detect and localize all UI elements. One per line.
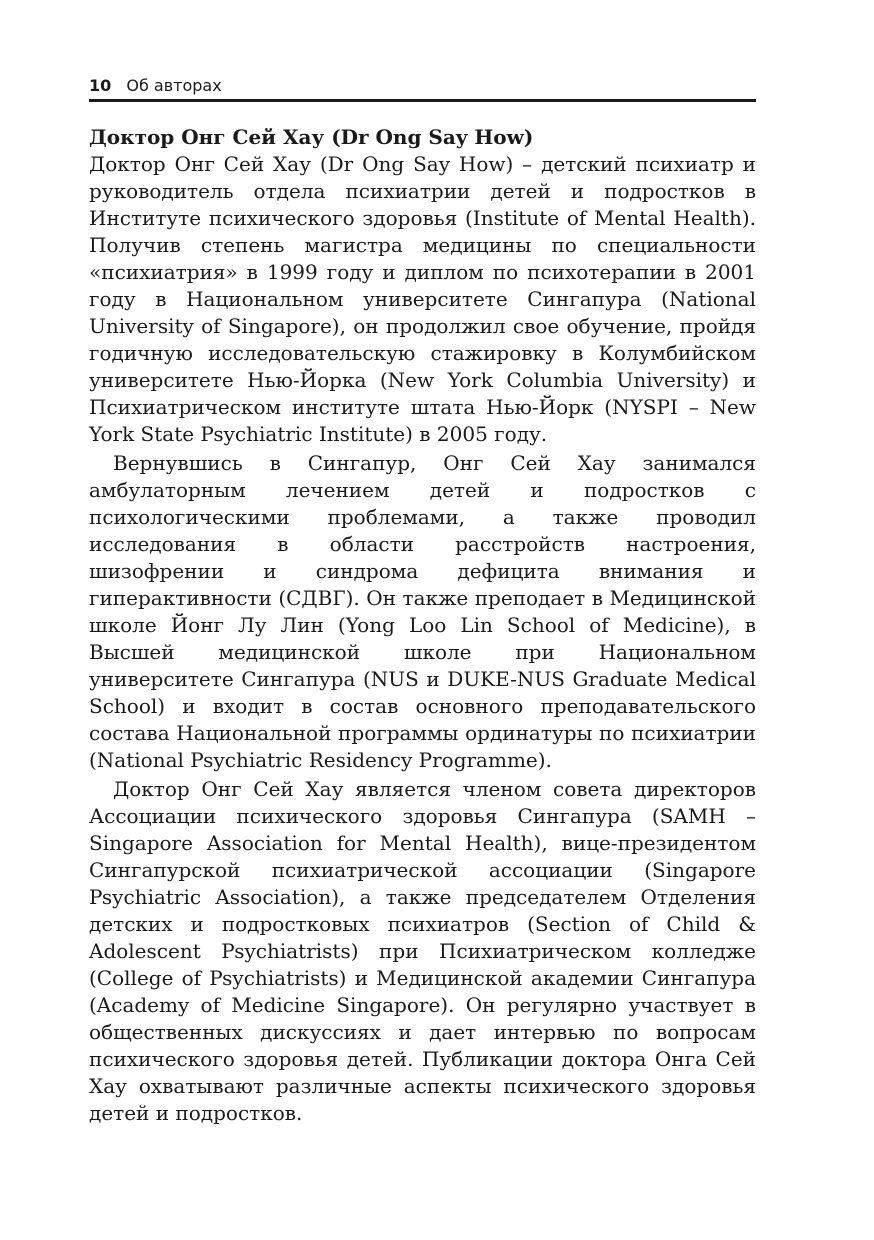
running-head (89, 74, 756, 98)
section-title: Об авторах (126, 76, 222, 95)
page-body (89, 124, 756, 1127)
body-paragraph-3: Доктор Онг Сей Хау является членом совета директоров Ассоциации психического здоровья Сингапура (SAMH – Singapore Association for Mental Health), вице-президентом Сингапурской психиатрической ассоциации (Singapore Psychiatric Association), а также председателем Отделения детских и подростковых психиатров (Section of Child & Adolescent Psychiatrists) при Психиатрическом колледже (College of Psychiatrists) и Медицинской академии Сингапура (Academy of Medicine Singapore). Он регулярно участвует в общественных дискуссиях и дает интервью по вопросам психического здоровья детей. Публикации доктора Онга Сей Хау охватывают различные аспекты психического здоровья детей и подростков. (89, 777, 756, 1125)
page-number: 10 (89, 76, 112, 95)
header-rule (89, 99, 756, 102)
author-heading: Доктор Онг Сей Хау (Dr Ong Say How) (89, 125, 534, 149)
body-paragraph-1: Доктор Онг Сей Хау (Dr Ong Say How) – детский психиатр и руководитель отдела психиатрии детей и подростков в Институте психического здоровья (Institute of Mental Health). Получив степень магистра медицины по специальности «психиатрия» в 1999 году и диплом по психотерапии в 2001 году в Национальном университете Сингапура (National University of Singapore), он продолжил свое обучение, пройдя годичную исследовательскую стажировку в Колумбийском университете Нью-Йорка (New York Columbia University) и Психиатрическом институте штата Нью-Йорк (NYSPI – New York State Psychiatric Institute) в 2005 году. (89, 152, 756, 446)
body-paragraph-2: Вернувшись в Сингапур, Онг Сей Хау занимался амбулаторным лечением детей и подростков с психологическими проблемами, а также проводил исследования в области расстройств настроения, шизофрении и синдрома дефицита внимания и гиперактивности (СДВГ). Он также преподает в Медицинской школе Йонг Лу Лин (Yong Loo Lin School of Medicine), в Высшей медицинской школе при Национальном университете Сингапура (NUS и DUKE-NUS Graduate Medical School) и входит в состав основного преподавательского состава Национальной программы ординатуры по психиатрии (National Psychiatric Residency Programme). (89, 451, 756, 772)
